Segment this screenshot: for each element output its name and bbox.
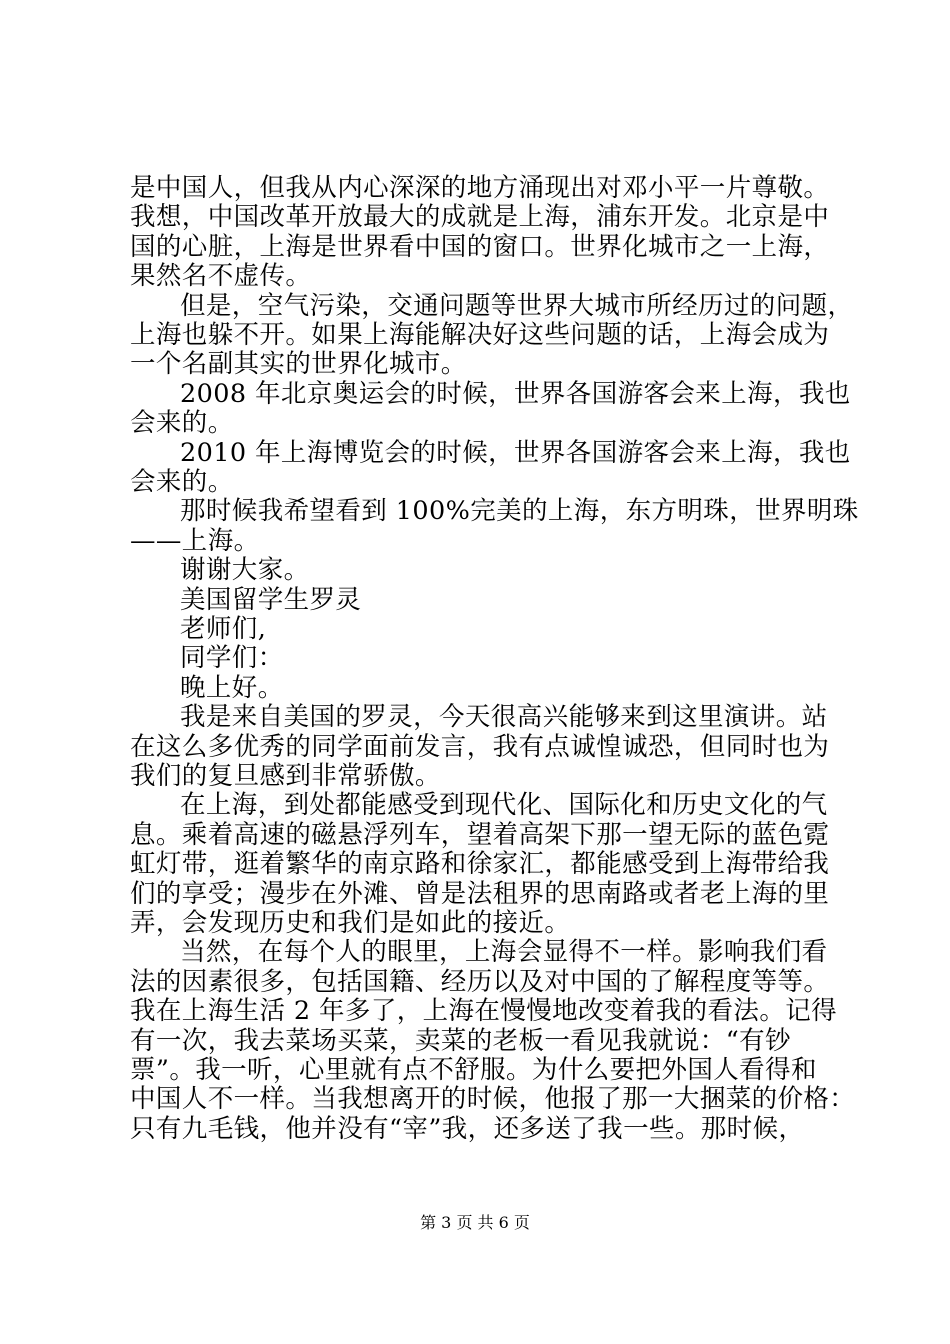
text-line: ——上海。 — [130, 525, 260, 556]
text-line: 果然名不虚传。 — [130, 261, 312, 292]
text-line: 老师们, — [180, 614, 267, 644]
page-number-footer: 第 3 页 共 6 页 — [420, 1213, 530, 1232]
text-line: 我是来自美国的罗灵，今天很高兴能够来到这里演讲。站 — [180, 702, 828, 733]
text-line: 国的心脏，上海是世界看中国的窗口。世界化城市之一上海， — [130, 231, 830, 262]
text-line: 一个名副其实的世界化城市。 — [130, 349, 467, 380]
text-line: 美国留学生罗灵 — [180, 584, 362, 615]
text-line: 息。乘着高速的磁悬浮列车，望着高架下那一望无际的蓝色霓 — [130, 819, 830, 850]
text-line: 我在上海生活 2 年多了，上海在慢慢地改变着我的看法。记得 — [130, 996, 838, 1027]
text-line: 同学们： — [180, 643, 284, 674]
text-line: 弄，会发现历史和我们是如此的接近。 — [130, 908, 571, 938]
text-line: 有一次，我去菜场买菜，卖菜的老板一看见我就说：“有钞 — [130, 1025, 791, 1056]
text-line: 法的因素很多，包括国籍、经历以及对中国的了解程度等等。 — [130, 966, 830, 997]
text-line: 2010 年上海博览会的时候，世界各国游客会来上海，我也 — [180, 437, 851, 468]
text-line: 会来的。 — [130, 467, 234, 497]
text-line: 我们的复旦感到非常骄傲。 — [130, 761, 441, 791]
text-line: 在上海，到处都能感受到现代化、国际化和历史文化的气 — [180, 790, 828, 821]
text-line: 是中国人，但我从内心深深的地方涌现出对邓小平一片尊敬。 — [130, 173, 830, 203]
text-line: 我想，中国改革开放最大的成就是上海，浦东开发。北京是中 — [130, 202, 830, 233]
text-line: 当然，在每个人的眼里，上海会显得不一样。影响我们看 — [180, 937, 828, 968]
text-line: 们的享受；漫步在外滩、曾是法租界的思南路或者老上海的里 — [130, 878, 830, 909]
text-line: 那时候我希望看到 100%完美的上海，东方明珠，世界明珠 — [180, 496, 859, 527]
text-line: 2008 年北京奥运会的时候，世界各国游客会来上海，我也 — [180, 378, 851, 409]
text-line: 票”。我一听，心里就有点不舒服。为什么要把外国人看得和 — [130, 1055, 817, 1085]
text-line: 晚上好。 — [180, 672, 284, 703]
text-line: 但是，空气污染，交通问题等世界大城市所经历过的问题， — [180, 290, 854, 321]
text-line: 谢谢大家。 — [180, 555, 310, 586]
text-line: 中国人不一样。当我想离开的时候，他报了那一大捆菜的价格： — [130, 1084, 856, 1115]
text-line: 会来的。 — [130, 408, 234, 439]
text-line: 虹灯带，逛着繁华的南京路和徐家汇，都能感受到上海带给我 — [130, 849, 830, 880]
text-line: 只有九毛钱，他并没有“宰”我，还多送了我一些。那时候， — [130, 1113, 805, 1144]
text-line: 在这么多优秀的同学面前发言，我有点诚惶诚恐，但同时也为 — [130, 731, 830, 762]
text-line: 上海也躲不开。如果上海能解决好这些问题的话，上海会成为 — [130, 320, 830, 350]
